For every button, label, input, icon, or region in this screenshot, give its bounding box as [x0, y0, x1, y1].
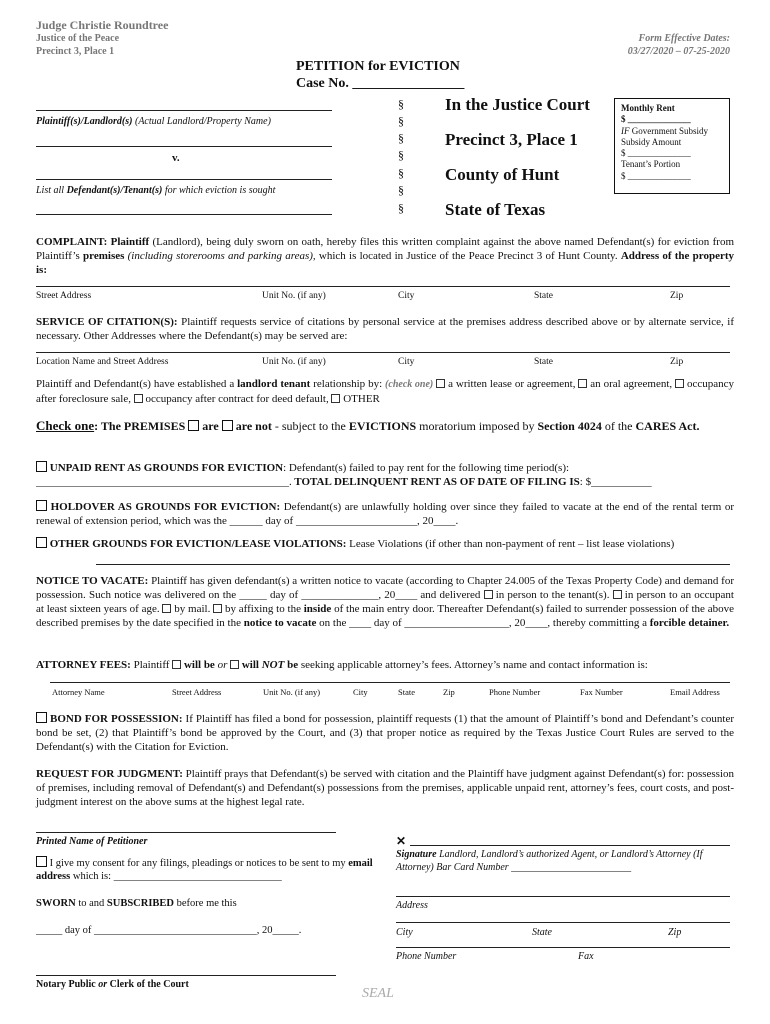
plaintiff-line[interactable] [36, 99, 332, 111]
state-label: State [534, 291, 553, 301]
section-symbol: § [398, 166, 404, 180]
state-label: State [534, 357, 553, 367]
will-not-be-checkbox[interactable] [230, 660, 239, 669]
seal-label: SEAL [362, 986, 394, 1001]
email-consent: I give my consent for any filings, pleadings or notices to be sent to my email address which is: ________________________________ [36, 858, 373, 883]
sworn-line: SWORN to and SUBSCRIBED before me this [36, 898, 237, 909]
premises-are-checkbox[interactable] [188, 420, 199, 431]
bond-paragraph: BOND FOR POSSESSION: If Plaintiff has filed a bond for possession, plaintiff requests (1) that the amount of Plaintiff’s bond and Defendant’s counter bond be set, (2) that Plaintiff’s bond be approved by the Court, and (3) that proper notice as required by the Texas Justice Court Rules are served to the Defendant(s) with the Citation for Eviction. [36, 713, 735, 754]
versus-label: v. [172, 152, 180, 164]
signer-phone-line[interactable] [396, 938, 730, 948]
zip-label: Zip [670, 291, 684, 301]
holdover-paragraph: HOLDOVER AS GROUNDS FOR EVICTION: Defendant(s) are unlawfully holding over since they failed to vacate at the end of the rental term or renewal of extension period, which was the ______ day of ______________________, 20____. [36, 501, 735, 528]
section-symbol: § [398, 201, 404, 215]
section-symbol: § [398, 131, 404, 145]
signer-zip-label: Zip [668, 927, 682, 938]
attorney-street-label: Street Address [172, 687, 222, 697]
subsidy-line: IF Government Subsidy [621, 125, 708, 136]
attorney-info-line[interactable] [50, 673, 730, 683]
plaintiff-caption: Plaintiff(s)/Landlord(s) (Actual Landlord/Property Name) [36, 116, 271, 127]
notice-paragraph: NOTICE TO VACATE: Plaintiff has given defendant(s) a written notice to vacate (according to Chapter 24.005 of the Texas Property Code) and demand for possession. Such notice was delivered on the _____ day of ______________, 20____ and delivered in person to the tenant(s). in person to an occupant at least sixteen years of age. by mail. by affixing to the inside of the main entry door. Thereafter Defendant(s) failed to surrender possession of the above described premises by the date specified in the notice to vacate on the ____ day of ___________________, 20____, thereby committing a forcible detainer. [36, 575, 735, 630]
premises-are-not-checkbox[interactable] [222, 420, 233, 431]
foreclosure-checkbox[interactable] [675, 379, 684, 388]
complaint-paragraph: COMPLAINT: Plaintiff (Landlord), being duly sworn on oath, hereby files this written complaint against the above named Defendant(s) for eviction from Plaintiff’s premises (including storerooms and parking areas), which is located in Justice of the Peace Precinct 3 of Hunt County. Address of the property is: [36, 236, 734, 277]
judgment-paragraph: REQUEST FOR JUDGMENT: Plaintiff prays that Defendant(s) be served with citation and the Plaintiff have judgment against Defendant(s) for: possession of premises, including removal of Defendant(s) and Defendant(s) possessions from the premises, applicable unpaid rent, attorney’s fees, court costs, and post-judgment interest on the above sums at the highest legal rate. [36, 768, 735, 809]
alternate-address-line[interactable] [36, 343, 730, 353]
unit-label: Unit No. (if any) [262, 291, 326, 301]
attorney-unit-label: Unit No. (if any) [263, 687, 321, 697]
case-number: Case No. ________________ [296, 76, 465, 91]
attorney-fax-label: Fax Number [580, 687, 623, 697]
precinct-title: Precinct 3, Place 1 [36, 46, 115, 57]
printed-name-line[interactable] [36, 823, 336, 833]
document-title: PETITION for EVICTION [296, 59, 460, 74]
signature-line[interactable] [410, 836, 730, 846]
court-line-4: State of Texas [445, 200, 546, 219]
defendant-line[interactable] [36, 168, 332, 180]
other-grounds-paragraph: OTHER GROUNDS FOR EVICTION/LEASE VIOLATIONS: Lease Violations (if other than non-payment of rent – list lease violations) [36, 537, 734, 551]
signer-fax-label: Fax [578, 951, 594, 962]
contract-for-deed-checkbox[interactable] [134, 394, 143, 403]
effective-dates: 03/27/2020 – 07-25-2020 [627, 46, 730, 57]
attorney-name-label: Attorney Name [52, 687, 105, 697]
section-symbol: § [398, 183, 404, 197]
violations-line[interactable] [96, 555, 730, 565]
section-symbol: § [398, 114, 404, 128]
attorney-state-label: State [398, 687, 415, 697]
effective-label: Form Effective Dates: [638, 33, 730, 44]
attorney-city-label: City [353, 687, 368, 697]
signer-address-label: Address [396, 900, 428, 911]
court-line-3: County of Hunt [445, 165, 560, 184]
printed-name-label: Printed Name of Petitioner [36, 836, 148, 847]
unit-label: Unit No. (if any) [262, 357, 326, 367]
in-person-tenant-checkbox[interactable] [484, 590, 493, 599]
court-line-2: Precinct 3, Place 1 [445, 130, 578, 149]
defendant-caption: List all Defendant(s)/Tenant(s) for which eviction is sought [36, 185, 276, 196]
signature-x-icon: ✕ [396, 834, 407, 848]
email-consent-checkbox[interactable] [36, 856, 47, 867]
signer-city-label: City [396, 927, 413, 938]
defendant-line-2[interactable] [36, 203, 332, 215]
bond-checkbox[interactable] [36, 712, 47, 723]
attorney-email-label: Email Address [670, 687, 720, 697]
city-label: City [398, 357, 415, 367]
tenant-portion-label: Tenant’s Portion [621, 159, 681, 170]
monthly-rent-box [614, 98, 730, 194]
monthly-rent-title: Monthly Rent [621, 103, 675, 113]
signer-city-line[interactable] [396, 913, 730, 923]
street-address-label: Street Address [36, 291, 92, 301]
location-label: Location Name and Street Address [36, 357, 169, 367]
judge-name: Judge Christie Roundtree [36, 18, 169, 32]
city-label: City [398, 291, 415, 301]
signer-state-label: State [532, 927, 552, 938]
section-symbol: § [398, 97, 404, 111]
signature-label: Signature Landlord, Landlord’s authorized Agent, or Landlord’s Attorney (If Attorney) Bar Card Number ________________________ [396, 849, 703, 873]
subsidy-amount-label: Subsidy Amount [621, 136, 682, 147]
office-title: Justice of the Peace [36, 33, 120, 44]
signer-phone-label: Phone Number [396, 951, 457, 962]
property-address-line[interactable] [36, 277, 730, 287]
sworn-date-line[interactable]: _____ day of _______________________________, 20_____. [36, 925, 302, 936]
affixing-checkbox[interactable] [213, 604, 222, 613]
other-grounds-checkbox[interactable] [36, 537, 47, 548]
signer-address-line[interactable] [396, 887, 730, 897]
tenant-portion-field[interactable]: $ ______________ [621, 170, 691, 181]
attorney-zip-label: Zip [443, 687, 455, 697]
notary-line[interactable] [36, 966, 336, 976]
written-lease-checkbox[interactable] [436, 379, 445, 388]
notary-label: Notary Public or Clerk of the Court [36, 979, 189, 990]
service-paragraph: SERVICE OF CITATION(S): Plaintiff requests service of citations by personal service at the premises address described above or by alternate service, if necessary. Other Addresses where the Defendant(s) may be served are: [36, 316, 734, 343]
section-symbol: § [398, 148, 404, 162]
zip-label: Zip [670, 357, 684, 367]
relationship-paragraph: Plaintiff and Defendant(s) have established a landlord tenant relationship by: (check one) a written lease or agreement, an oral agreement, occupancy after foreclosure sale, occupancy after contract for deed default, OTHER [36, 378, 734, 405]
monthly-rent-field[interactable]: $ ______________ [621, 114, 691, 125]
in-person-occupant-checkbox[interactable] [613, 590, 622, 599]
attorney-paragraph: ATTORNEY FEES: Plaintiff will be or will NOT be seeking applicable attorney’s fees. Attorney’s name and contact information is: [36, 659, 648, 671]
holdover-checkbox[interactable] [36, 500, 47, 511]
will-be-checkbox[interactable] [172, 660, 181, 669]
subsidy-amount-field[interactable]: $ ______________ [621, 148, 691, 158]
unpaid-rent-checkbox[interactable] [36, 461, 47, 472]
plaintiff-line-2[interactable] [36, 135, 332, 147]
moratorium-paragraph: Check one: The PREMISES are are not - subject to the EVICTIONS moratorium imposed by Section 4024 of the CARES Act. [36, 418, 700, 433]
court-line-1: In the Justice Court [445, 95, 590, 114]
attorney-phone-label: Phone Number [489, 687, 541, 697]
unpaid-rent-paragraph: UNPAID RENT AS GROUNDS FOR EVICTION: Defendant(s) failed to pay rent for the following time period(s): ______________________________________________. TOTAL DELINQUENT RENT AS OF DATE OF FILING IS: $___________ [36, 462, 652, 489]
